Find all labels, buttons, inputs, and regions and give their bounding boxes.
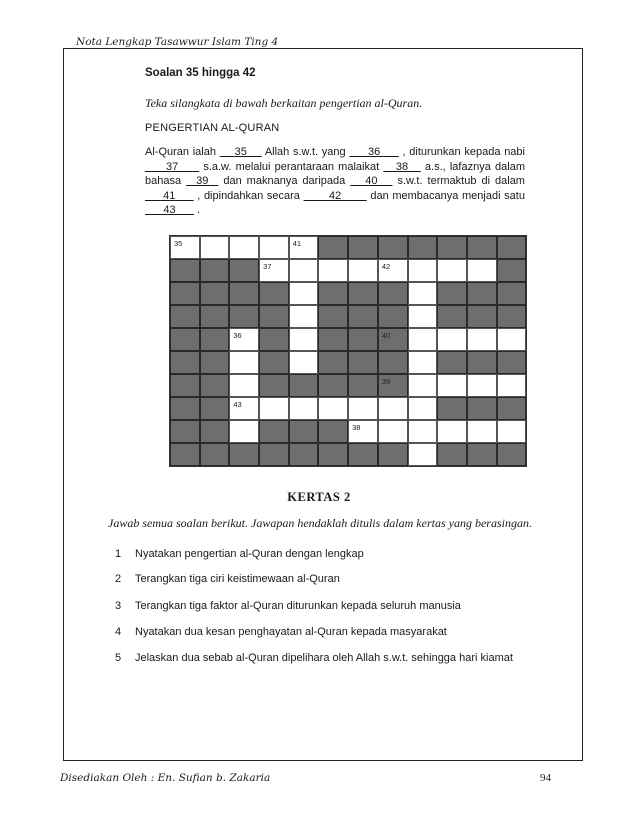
crossword-cell[interactable] [378,259,408,282]
crossword-block [437,397,467,420]
crossword-cell[interactable] [437,328,467,351]
question-number: 1 [115,548,122,560]
crossword-block [200,443,230,466]
crossword-block [378,236,408,259]
crossword-block [467,443,497,466]
crossword-block [289,443,319,466]
answer-blank: 37 [145,160,200,173]
instruction: Teka silangkata di bawah berkaitan pengertian al-Quran. [145,96,423,110]
crossword-block [200,351,230,374]
crossword-block [378,374,408,397]
crossword-cell[interactable] [289,236,319,259]
crossword-block [170,420,200,443]
crossword-block [378,282,408,305]
crossword-block [348,328,378,351]
crossword-block [467,397,497,420]
answer-blank: 41 [145,189,194,202]
crossword-block [170,259,200,282]
paragraph-text: . [193,204,201,216]
crossword-block [200,305,230,328]
crossword-block [259,305,289,328]
crossword-block [497,282,527,305]
question-item [115,652,513,664]
crossword-block [497,351,527,374]
crossword-cell[interactable] [229,236,259,259]
crossword-cell[interactable] [200,236,230,259]
answer-blank: 36 [349,146,399,158]
crossword-block [348,236,378,259]
crossword-block [200,374,230,397]
crossword-block [200,259,230,282]
crossword-cell[interactable] [408,420,438,443]
crossword-block [467,236,497,259]
crossword-cell[interactable] [318,259,348,282]
crossword-block [229,282,259,305]
crossword-block [170,443,200,466]
crossword-block [437,351,467,374]
question-text: Nyatakan dua kesan penghayatan al-Quran kepada masyarakat [135,626,447,638]
crossword-block [467,305,497,328]
crossword-block [318,282,348,305]
crossword-block [318,305,348,328]
clue-number: 35 [174,239,183,248]
crossword-block [318,328,348,351]
crossword-cell[interactable] [289,351,319,374]
fill-in-paragraph [145,145,525,218]
crossword-cell[interactable] [170,236,200,259]
crossword-block [497,443,527,466]
paragraph-text: dan membacanya menjadi satu [366,189,525,202]
crossword-cell[interactable] [408,259,438,282]
crossword-block [170,397,200,420]
crossword-block [170,328,200,351]
answer-blank: 42 [303,189,367,202]
crossword-block [170,351,200,374]
paragraph-text: , dipindahkan secara [193,189,304,202]
crossword-cell[interactable] [437,374,467,397]
crossword-block [289,420,319,443]
crossword-block [437,282,467,305]
crossword-block [408,236,438,259]
crossword-cell[interactable] [408,328,438,351]
crossword-cell[interactable] [229,351,259,374]
crossword-cell[interactable] [348,259,378,282]
paragraph-text: Al-Quran ialah [145,146,220,158]
crossword-block [318,374,348,397]
crossword-block [318,443,348,466]
crossword-block [259,443,289,466]
clue-number: 40 [381,331,391,340]
clue-number: 36 [233,331,242,340]
crossword-block [467,282,497,305]
crossword-block [497,259,527,282]
crossword-block [229,305,259,328]
crossword-block [289,374,319,397]
crossword-block [200,282,230,305]
crossword-block [200,420,230,443]
crossword-block [259,282,289,305]
crossword-block [437,305,467,328]
clue-number: 38 [352,423,361,432]
crossword-block [497,305,527,328]
question-text: Nyatakan pengertian al-Quran dengan lengkap [135,548,364,560]
answer-blank: 38 [383,160,421,173]
crossword-block [318,236,348,259]
crossword-cell[interactable] [497,328,527,351]
crossword-cell[interactable] [408,443,438,466]
crossword-block [378,305,408,328]
crossword-grid [169,235,527,467]
crossword-block [318,420,348,443]
paragraph-text: , diturunkan kepada nabi [398,146,525,158]
crossword-cell[interactable] [289,282,319,305]
paragraph-text: s.w.t. termaktub di dalam [392,175,525,187]
crossword-cell[interactable] [408,305,438,328]
crossword-cell[interactable] [348,397,378,420]
crossword-block [259,351,289,374]
paragraph-text: Allah s.w.t. yang [261,146,350,158]
answer-blank: 35 [219,146,262,158]
crossword-block [170,282,200,305]
crossword-cell[interactable] [408,282,438,305]
crossword-block [229,259,259,282]
crossword-cell[interactable] [259,259,289,282]
kertas-title: KERTAS 2 [287,490,351,504]
crossword-block [348,305,378,328]
crossword-cell[interactable] [229,420,259,443]
crossword-block [467,351,497,374]
answer-blank: 40 [350,175,393,187]
paragraph-text: a.s., lafaznya dalam bahasa [145,160,525,187]
question-number: 4 [115,626,122,638]
crossword-cell[interactable] [348,420,378,443]
crossword-cell[interactable] [437,259,467,282]
crossword-cell[interactable] [408,351,438,374]
crossword-cell[interactable] [408,397,438,420]
crossword-cell[interactable] [467,420,497,443]
question-number: 5 [115,652,122,664]
crossword-cell[interactable] [289,397,319,420]
crossword-block [259,374,289,397]
crossword-cell[interactable] [229,397,259,420]
crossword-cell[interactable] [467,328,497,351]
crossword-block [259,328,289,351]
crossword-block [497,236,527,259]
crossword-block [200,397,230,420]
page-number: 94 [540,772,551,784]
crossword-block [259,420,289,443]
jawab-instruction: Jawab semua soalan berikut. Jawapan hendaklah ditulis dalam kertas yang berasingan. [108,516,532,530]
crossword-block [437,236,467,259]
crossword-block [348,282,378,305]
answer-blank: 39 [186,175,219,187]
crossword-cell[interactable] [467,374,497,397]
paragraph-text: dan maknanya daripada [218,175,351,187]
question-item [115,548,364,560]
crossword-cell[interactable] [259,397,289,420]
crossword-block [229,443,259,466]
question-item [115,600,461,612]
crossword-block [378,328,408,351]
question-text: Jelaskan dua sebab al-Quran dipelihara oleh Allah s.w.t. sehingga hari kiamat [135,652,513,664]
question-number: 2 [115,573,122,585]
crossword-block [318,351,348,374]
crossword-block [378,443,408,466]
crossword-block [200,328,230,351]
clue-number: 37 [263,262,272,271]
crossword-cell[interactable] [289,305,319,328]
crossword-cell[interactable] [378,397,408,420]
crossword-block [437,443,467,466]
crossword-cell[interactable] [408,374,438,397]
crossword-cell[interactable] [437,420,467,443]
crossword-block [348,443,378,466]
crossword-cell[interactable] [229,328,259,351]
section-title: PENGERTIAN AL-QURAN [145,122,280,134]
crossword-cell[interactable] [497,374,527,397]
clue-number: 42 [381,262,391,271]
question-text: Terangkan tiga ciri keistimewaan al-Quran [135,573,340,585]
crossword-cell[interactable] [467,259,497,282]
crossword-cell[interactable] [497,420,527,443]
footer-author: Disediakan Oleh : En. Sufian b. Zakaria [60,772,271,784]
crossword-block [170,374,200,397]
clue-number: 43 [233,400,242,409]
answer-blank: 43 [145,204,194,216]
crossword-cell[interactable] [229,374,259,397]
crossword-block [348,374,378,397]
question-item [115,573,340,585]
crossword-block [170,305,200,328]
soalan-title: Soalan 35 hingga 42 [145,67,256,79]
paragraph-text: s.a.w. melalui perantaraan malaikat [199,160,384,173]
crossword-cell[interactable] [318,397,348,420]
crossword-block [497,397,527,420]
question-number: 3 [115,600,122,612]
clue-number: 39 [381,377,391,386]
crossword-cell[interactable] [378,420,408,443]
crossword-cell[interactable] [289,259,319,282]
question-item [115,626,447,638]
crossword-cell[interactable] [259,236,289,259]
page-header: Nota Lengkap Tasawwur Islam Ting 4 [76,36,279,48]
clue-number: 41 [292,239,302,248]
crossword-block [378,351,408,374]
question-text: Terangkan tiga faktor al-Quran diturunkan kepada seluruh manusia [135,600,461,612]
crossword-cell[interactable] [289,328,319,351]
crossword-block [348,351,378,374]
